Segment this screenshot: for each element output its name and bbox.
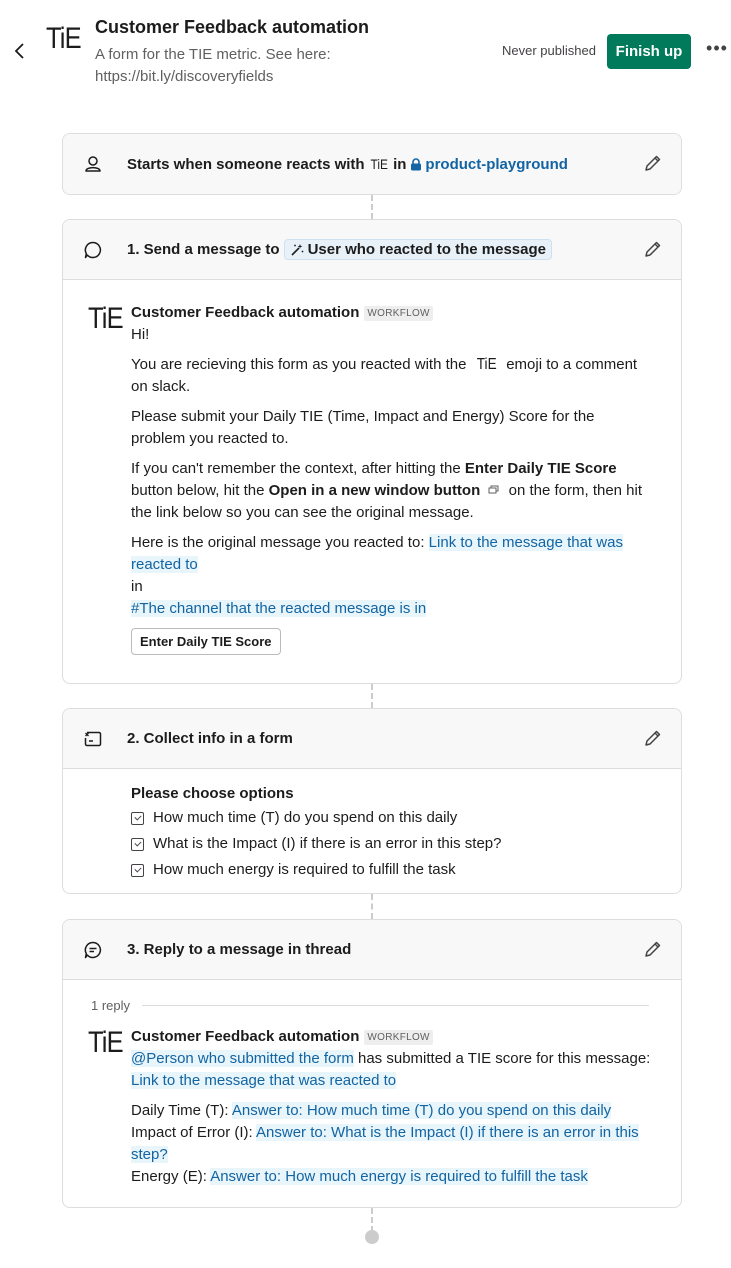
- message-link[interactable]: Link to the message that was reacted to: [131, 1072, 397, 1089]
- reply-count: 1 reply: [91, 998, 131, 1013]
- reply-intro: [131, 1048, 661, 1092]
- edit-pencil-icon[interactable]: [643, 728, 663, 748]
- form-option: [131, 857, 501, 883]
- time-label: Daily Time (T):: [131, 1102, 229, 1119]
- trigger-in: in: [393, 155, 407, 173]
- sender-line: [131, 1026, 661, 1048]
- connector: [371, 1208, 373, 1232]
- form-icon: [83, 729, 103, 749]
- score-lines: [131, 1100, 661, 1188]
- edit-pencil-icon[interactable]: [643, 939, 663, 959]
- recipient-chip[interactable]: [284, 239, 552, 260]
- edit-pencil-icon[interactable]: [643, 239, 663, 259]
- connector: [371, 684, 373, 708]
- step-2-card[interactable]: [62, 708, 682, 894]
- new-window-icon: [487, 485, 501, 495]
- reply-divider: [91, 998, 649, 1013]
- form-option-label: How much energy is required to fulfill the task: [153, 861, 456, 878]
- thread-reply-icon: [83, 940, 103, 960]
- energy-answer-variable[interactable]: Answer to: How much energy is required to fulfill the task: [210, 1168, 588, 1185]
- form-option: [131, 831, 501, 857]
- edit-pencil-icon[interactable]: [643, 153, 663, 173]
- energy-line: [131, 1166, 661, 1188]
- reply-message-preview: [131, 1026, 661, 1188]
- channel-link[interactable]: [410, 156, 568, 173]
- form-option-label: How much time (T) do you spend on this daily: [153, 809, 458, 826]
- back-button[interactable]: [10, 40, 28, 62]
- paragraph-1: [131, 354, 651, 398]
- form-option: [131, 805, 501, 831]
- workflow-logo: TiE: [46, 22, 81, 55]
- step-1-label: 1. Send a message to: [127, 241, 280, 258]
- p3-text-c: on the form, then hit the link below so you can see the original message.: [131, 482, 643, 521]
- person-icon: [83, 154, 103, 174]
- workflow-header: [0, 0, 731, 100]
- time-answer-variable[interactable]: Answer to: How much time (T) do you spend on this daily: [231, 1102, 612, 1119]
- sender-avatar: TiE: [88, 302, 123, 335]
- message-preview: [131, 302, 651, 655]
- enter-daily-tie-score-button[interactable]: Enter Daily TIE Score: [131, 628, 281, 655]
- connector: [371, 894, 373, 919]
- dropdown-field-icon: [131, 812, 144, 825]
- step-1-card[interactable]: [62, 219, 682, 684]
- lock-icon: [410, 158, 422, 171]
- greeting: Hi!: [131, 326, 150, 343]
- connector: [371, 195, 373, 219]
- impact-line: [131, 1122, 661, 1166]
- sender-avatar: TiE: [88, 1026, 123, 1059]
- trigger-description: [127, 156, 568, 173]
- step-1-title: [127, 239, 552, 260]
- form-fields: [131, 783, 501, 883]
- workflow-description: A form for the TIE metric. See here: https://bit.ly/discoveryfields: [95, 46, 331, 85]
- p1-text-b: emoji to a comment on slack.: [131, 356, 638, 395]
- sender-name: Customer Feedback automation: [131, 1028, 360, 1045]
- time-line: [131, 1100, 661, 1122]
- finish-up-button[interactable]: Finish up: [607, 34, 691, 69]
- reply-intro-text: has submitted a TIE score for this message:: [358, 1050, 651, 1067]
- dropdown-field-icon: [131, 838, 144, 851]
- message-link[interactable]: Link to the message that was reacted to: [131, 534, 623, 573]
- channel-name: product-playground: [425, 155, 568, 173]
- message-bubble-icon: [83, 240, 103, 260]
- paragraph-4: [131, 532, 651, 620]
- workflow-badge: WORKFLOW: [364, 1030, 432, 1045]
- chevron-left-icon: [13, 42, 25, 60]
- trigger-card[interactable]: [62, 133, 682, 195]
- person-mention[interactable]: @Person who submitted the form: [131, 1050, 354, 1067]
- impact-label: Impact of Error (I):: [131, 1124, 253, 1141]
- more-options-button[interactable]: •••: [706, 38, 728, 58]
- dropdown-field-icon: [131, 864, 144, 877]
- publish-status: Never published: [502, 43, 596, 58]
- impact-answer-variable[interactable]: Answer to: What is the Impact (I) if there is an error in this step?: [131, 1124, 639, 1163]
- step-2-title: 2. Collect info in a form: [127, 730, 293, 747]
- sender-line: [131, 302, 651, 324]
- p1-text-a: You are recieving this form as you reacted with the: [131, 356, 467, 373]
- paragraph-3: [131, 458, 651, 524]
- energy-label: Energy (E):: [131, 1168, 207, 1185]
- p4-in: in: [131, 578, 143, 595]
- workflow-badge: WORKFLOW: [364, 306, 432, 321]
- form-option-label: What is the Impact (I) if there is an error in this step?: [153, 835, 502, 852]
- magic-wand-icon: [290, 243, 304, 257]
- recipient-label: User who reacted to the message: [307, 241, 546, 258]
- divider: [142, 1005, 649, 1006]
- tie-emoji: TiE: [370, 156, 388, 172]
- p3-text-b: button below, hit the: [131, 482, 265, 499]
- step-3-card[interactable]: [62, 919, 682, 1208]
- page-title: Customer Feedback automation: [95, 17, 370, 37]
- sender-name: Customer Feedback automation: [131, 304, 360, 321]
- p3-bold-2: Open in a new window button: [268, 482, 481, 499]
- form-heading: Please choose options: [131, 785, 294, 802]
- trigger-prefix: Starts when someone reacts with: [127, 155, 365, 173]
- add-step-endpoint[interactable]: [365, 1230, 379, 1244]
- p3-bold-1: Enter Daily TIE Score: [464, 460, 617, 477]
- paragraph-2: Please submit your Daily TIE (Time, Impact and Energy) Score for the problem you reacted to.: [131, 408, 595, 447]
- p4-text-a: Here is the original message you reacted to:: [131, 534, 425, 551]
- step-3-title: 3. Reply to a message in thread: [127, 941, 352, 958]
- tie-emoji: TiE: [476, 356, 497, 373]
- p3-text-a: If you can't remember the context, after hitting the: [131, 460, 461, 477]
- channel-variable-link[interactable]: #The channel that the reacted message is in: [131, 600, 427, 617]
